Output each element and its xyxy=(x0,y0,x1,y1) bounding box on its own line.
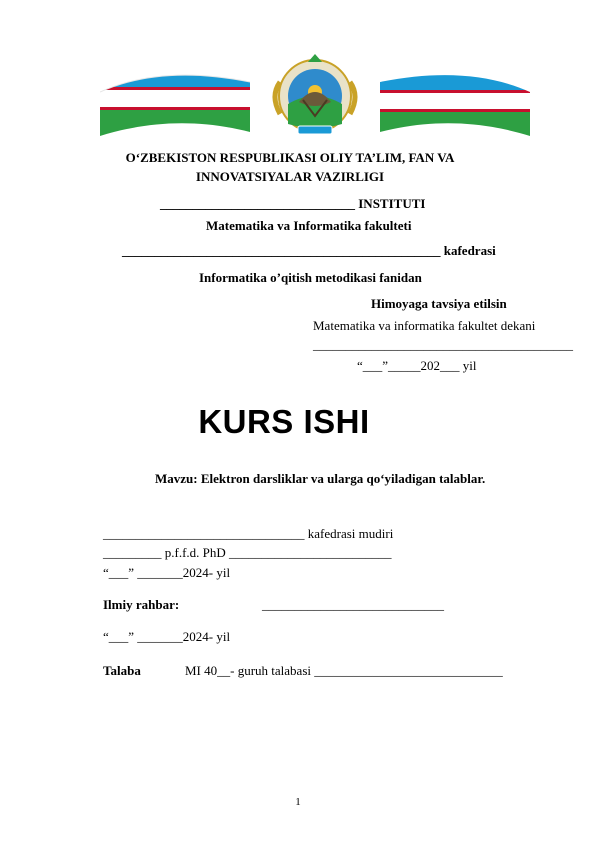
approval-date: “___”_____202___ yil xyxy=(357,358,477,373)
student-line: MI 40__- guruh talabasi _____________________________ xyxy=(185,663,503,678)
supervisor-date: “___” _______2024- yil xyxy=(103,629,231,644)
approval-title: Himoyaga tavsiya etilsin xyxy=(371,296,507,311)
subject-line: Informatika o’qitish metodikasi fanidan xyxy=(199,270,422,285)
department-line: _________________________________________________ kafedrasi xyxy=(122,243,496,258)
student-label: Talaba xyxy=(103,663,141,678)
ministry-line-1: O‘ZBEKISTON RESPUBLIKASI OLIY TA’LIM, FAN VA xyxy=(125,150,455,165)
supervisor-label: Ilmiy rahbar: xyxy=(103,597,180,612)
institute-line: ______________________________ INSTITUTI xyxy=(160,196,426,211)
dean-title: Matematika va informatika fakultet dekani xyxy=(313,318,536,333)
document-title: KURS ISHI xyxy=(198,403,370,440)
right-flag-icon xyxy=(380,62,530,138)
state-emblem-flags-image xyxy=(100,52,530,138)
head-date: “___” _______2024- yil xyxy=(103,565,231,580)
topic-line: Mavzu: Elektron darsliklar va ularga qo‘yiladigan talablar. xyxy=(155,471,486,486)
head-of-department-line: _______________________________ kafedrasi mudiri xyxy=(103,526,394,541)
page-number: 1 xyxy=(295,796,301,808)
ministry-line-2: INNOVATSIYALAR VAZIRLIGI xyxy=(195,169,385,184)
supervisor-line: ____________________________ xyxy=(262,597,444,612)
head-degree-line: _________ p.f.f.d. PhD _________________________ xyxy=(103,545,392,560)
faculty-name: Matematika va Informatika fakulteti xyxy=(206,218,412,233)
dean-signature-line: ________________________________________ xyxy=(313,337,573,352)
coat-of-arms-icon xyxy=(275,54,355,134)
left-flag-icon xyxy=(100,62,250,138)
